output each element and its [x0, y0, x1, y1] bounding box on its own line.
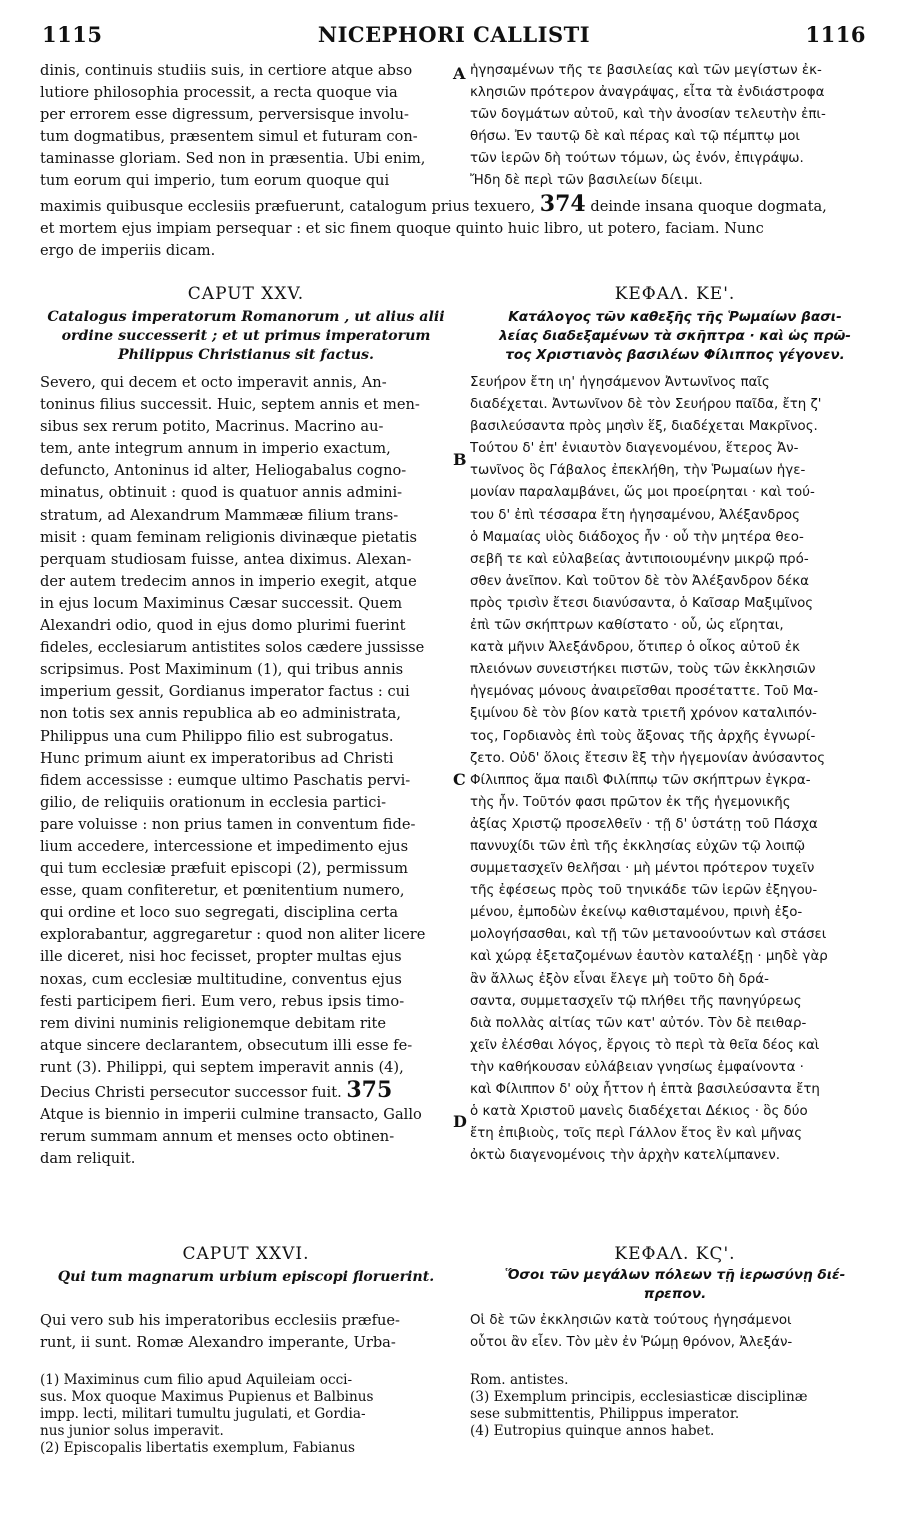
text-line: Ἤδη δὲ περὶ τῶν βασιλείων δίειμι.	[470, 173, 703, 189]
text-line	[40, 193, 880, 218]
page-marker: 374	[539, 193, 586, 217]
text-line: perquam studiosam fuisse, antea diximus. Alexan-	[40, 550, 412, 568]
text-line: minatus, obtinuit : quod is quatuor annis admini-	[40, 484, 403, 502]
text-line: gilio, de reliquiis orationum in ecclesia partici-	[40, 793, 387, 811]
text-line: atque sincere declarantem, obsecutum illi esse fe-	[40, 1036, 413, 1054]
text-line: fideles, ecclesiarum antistites solos cædere jussisse	[40, 639, 425, 657]
text-line: dinis, continuis studiis suis, in certiore atque abso	[40, 62, 413, 79]
text-line: lium accedere, intercessione et impedimento ejus	[40, 837, 409, 855]
text-line: scripsimus. Post Maximinum (1), qui tribus annis	[40, 661, 404, 679]
text-segment: maximis quibusque ecclesiis præfuerunt, catalogum prius texuero,	[40, 198, 536, 215]
text-line: Οἱ δὲ τῶν ἐκκλησιῶν κατὰ τούτους ἡγησάμενοι	[470, 1313, 792, 1328]
text-line: pare voluisse : non prius tamen in conventum fide-	[40, 815, 416, 833]
chapter-heading-latin: CAPUT XXV.	[187, 284, 305, 304]
text-line: ζετο. Οὐδ' ὅλοις ἔτεσιν ἓξ τὴν ἡγεμονίαν ἀνύσαντος	[470, 750, 826, 766]
text-line: esse, quam confiteretur, et pœnitentium numero,	[40, 882, 405, 900]
text-line: τὴν καθήκουσαν εὐλάβειαν γνησίως ἐμφαίνοντα ·	[470, 1059, 804, 1075]
text-line: Qui vero sub his imperatoribus ecclesiis præfue-	[40, 1312, 400, 1329]
text-line: tem, ante integrum annum in imperio exactum,	[40, 440, 391, 458]
text-line: Φίλιππος ἅμα παιδὶ Φιλίππῳ τῶν σκήπτρων ἐγκρα-	[470, 772, 811, 788]
text-line: stratum, ad Alexandrum Mammææ filium trans-	[40, 506, 399, 524]
text-line: non totis sex annis republica ab eo administrata,	[40, 705, 401, 723]
text-line: ἡγησαμένων τῆς τε βασιλείας καὶ τῶν μεγίστων ἐκ-	[470, 63, 822, 78]
text-line: σαντα, συμμετασχεῖν τῷ πλήθει τῆς πανηγύρεως	[470, 993, 802, 1009]
text-line: taminasse gloriam. Sed non in præsentia. Ubi enim,	[40, 150, 426, 168]
text-line: ergo de imperiis dicam.	[40, 242, 216, 260]
footnote-line: (2) Episcopalis libertatis exemplum, Fabianus	[40, 1440, 355, 1456]
text-line: festi participem fieri. Eum vero, rebus ipsis timo-	[40, 992, 405, 1010]
chapter-body-latin	[40, 372, 452, 1170]
text-line: Alexandri odio, quod in ejus domo plurimi fuerint	[40, 617, 406, 635]
footnote-line: sese submittentis, Philippus imperator.	[470, 1406, 740, 1422]
intro-latin	[40, 60, 452, 193]
text-segment: Decius Christi persecutor successor fuit.	[40, 1084, 342, 1101]
text-line: οὗτοι ἂν εἶεν. Τὸν μὲν ἐν Ῥώμῃ θρόνον, Ἀλεξάν-	[470, 1335, 793, 1351]
text-line: ἐπὶ τῶν σκήπτρων καθίστατο · οὗ, ὡς εἴρηται,	[470, 618, 784, 634]
text-line: χεῖν ἐλέσθαι λόγος, ἔργοις τὸ περὶ τὰ θεῖα δέος καὶ	[470, 1037, 820, 1053]
subtitle-line: πρεπον.	[643, 1286, 707, 1302]
text-line: καὶ χώρᾳ ἐξεταζομένων ἑαυτὸν καταλέξῃ · μηδὲ γὰρ	[470, 949, 828, 965]
text-line: ὀκτὼ διαγενομένοις τὴν ἀρχὴν κατελίμπανεν.	[470, 1148, 780, 1164]
text-line: lutiore philosophia processit, a recta quoque via	[40, 84, 398, 102]
text-line: παννυχίδι τῶν ἐπὶ τῆς ἐκκλησίας εὐχῶν τῷ λοιπῷ	[470, 838, 806, 854]
running-title: NICEPHORI CALLISTI	[317, 22, 591, 47]
chapter-heading-greek: ΚΕΦΑΛ. ΚϚ'.	[614, 1244, 736, 1264]
text-line: tum dogmatibus, præsentem simul et futuram con-	[40, 128, 418, 146]
margin-letter-d: D	[453, 1112, 467, 1131]
footnote-line: sus. Mox quoque Maximus Pupienus et Balbinus	[40, 1389, 374, 1405]
text-line: μένου, ἐμποδὼν ἐκείνῳ καθισταμένου, πρινὴ ἐξο-	[470, 905, 803, 921]
chapter-subtitle-greek	[470, 308, 880, 365]
text-line: ἡγεμόνας μόνους ἀναιρεῖσθαι προσέταττε. Τοῦ Μα-	[470, 684, 819, 700]
margin-letter-c: C	[453, 770, 466, 789]
chapter-heading-greek: ΚΕΦΑΛ. ΚΕ'.	[614, 284, 736, 304]
text-line: fidem accessisse : eumque ultimo Paschatis pervi-	[40, 771, 411, 789]
intro-greek	[470, 60, 880, 193]
text-line: ξιμίνου δὲ τὸν βίον κατὰ τριετῆ χρόνον καταλιπόν-	[470, 706, 817, 722]
subtitle-line: ordine successerit ; et ut primus imperatorum	[61, 328, 431, 344]
page-number-right: 1116	[805, 22, 866, 47]
text-line: Σευήρον ἔτη ιη' ἡγησάμενον Ἀντωνῖνος παῖς	[470, 375, 770, 390]
text-line: διὰ πολλὰς αἰτίας τῶν κατ' αὐτόν. Τὸν δὲ πειθαρ-	[470, 1015, 807, 1031]
chapter-subtitle-latin	[40, 308, 452, 365]
footnote-line: Rom. antistes.	[470, 1372, 569, 1388]
text-line: κλησιῶν πρότερον ἀναγράψας, εἶτα τὰ ἐνδιάστροφα	[470, 85, 825, 101]
subtitle-line: Catalogus imperatorum Romanorum , ut alius alii	[47, 309, 445, 325]
text-line: der autem tredecim annos in imperio exegit, atque	[40, 572, 417, 590]
text-line: Atque is biennio in imperii culmine transacto, Gallo	[40, 1106, 422, 1124]
text-line: ἀξίας Χριστῷ προσελθεῖν · τῇ δ' ὑστάτῃ τοῦ Πάσχα	[470, 816, 818, 832]
text-line: πρὸς τρισὶν ἔτεσι διανύσαντα, ὁ Καῖσαρ Μαξιμῖνος	[470, 595, 814, 611]
footnote-line: impp. lecti, militari tumultu jugulati, et Gordia-	[40, 1406, 366, 1422]
chapter-subtitle-latin	[40, 1268, 452, 1287]
text-line: qui ordine et loco suo segregati, disciplina certa	[40, 904, 399, 922]
text-line: noxas, cum ecclesiæ multitudine, conventus ejus	[40, 970, 402, 988]
footnote-line: (4) Eutropius quinque annos habet.	[470, 1423, 715, 1439]
text-line: του δ' ἐπὶ τέσσαρα ἔτη ἡγησαμένου, Ἀλέξανδρος	[470, 507, 800, 523]
text-line: ὁ κατὰ Χριστοῦ μανεὶς διαδέχεται Δέκιος · ὃς δύο	[470, 1104, 808, 1120]
chapter-body-greek	[470, 372, 880, 1167]
chapter-subtitle-greek	[470, 1266, 880, 1304]
text-line: τῶν ἱερῶν δὴ τούτων τόμων, ὡς ἐνόν, ἐπιγράψω.	[470, 151, 804, 167]
running-header	[42, 22, 866, 56]
text-line: Hunc primum aiunt ex imperatoribus ad Christi	[40, 749, 394, 767]
text-line: et mortem ejus impiam persequar : et sic finem quoque quinto huic libro, ut potero, faciam. Nunc	[40, 220, 764, 238]
text-line: κατὰ μῆνιν Ἀλεξάνδρου, ὅτιπερ ὁ οἶκος αὐτοῦ ἐκ	[470, 640, 801, 656]
text-line: imperium gessit, Gordianus imperator factus : cui	[40, 683, 410, 701]
text-segment: deinde insana quoque dogmata,	[590, 198, 827, 215]
text-line: sibus sex rerum potito, Macrinus. Macrino au-	[40, 418, 384, 436]
chapter-body-greek	[470, 1310, 880, 1354]
footnote-line: (1) Maximinus cum filio apud Aquileiam occi-	[40, 1372, 353, 1388]
text-line	[40, 1079, 452, 1104]
text-line: τῆς ἐφέσεως πρὸς τοῦ τηνικάδε τῶν ἱερῶν ἐξηγου-	[470, 883, 818, 899]
subtitle-line: Ὅσοι τῶν μεγάλων πόλεων τῇ ἱερωσύνῃ διέ-	[504, 1267, 846, 1283]
text-line: τος, Γορδιανὸς ἐπὶ τοὺς ἄξονας τῆς ἀρχῆς ἐγνωρί-	[470, 728, 816, 744]
text-line: per errorem esse digressum, perversisque involu-	[40, 106, 409, 124]
text-line: μολογήσασθαι, καὶ τῇ τῶν μετανοούντων καὶ στάσει	[470, 927, 827, 943]
text-line: explorabantur, aggregaretur : quod non aliter licere	[40, 926, 426, 944]
text-line: μονίαν παραλαμβάνει, ὥς μοι προείρηται · καὶ τού-	[470, 485, 815, 501]
text-line: πλειόνων συνειστήκει πιστῶν, τοὺς τῶν ἐκκλησιῶν	[470, 662, 816, 678]
chapter-heading-latin: CAPUT XXVI.	[182, 1244, 310, 1264]
footnotes-right	[470, 1372, 880, 1440]
text-line: rem divini numinis religionemque debitam rite	[40, 1014, 387, 1032]
text-line: Severo, qui decem et octo imperavit annis, An-	[40, 374, 387, 391]
text-line: Philippus una cum Philippo filio est subrogatus.	[40, 727, 394, 745]
text-line: Τούτου δ' ἐπ' ἐνιαυτὸν διαγενομένου, ἕτερος Ἀν-	[470, 441, 799, 457]
subtitle-line: τος Χριστιανὸς βασιλέων Φίλιππος γέγονεν.	[505, 347, 845, 363]
text-line: misit : quam feminam religionis divinæque pietatis	[40, 528, 417, 546]
subtitle-line: Κατάλογος τῶν καθεξῆς τῆς Ῥωμαίων βασι-	[508, 309, 842, 325]
text-line: toninus filius successit. Huic, septem annis et men-	[40, 396, 420, 414]
subtitle-line: λείας διαδεξαμένων τὰ σκῆπτρα · καὶ ὡς πρῶ-	[499, 328, 851, 344]
text-line: runt (3). Philippi, qui septem imperavit annis (4),	[40, 1058, 404, 1076]
margin-letter-a: A	[453, 64, 466, 83]
text-line: defuncto, Antoninus id alter, Heliogabalus cogno-	[40, 462, 407, 480]
footnote-line: (3) Exemplum principis, ecclesiasticæ disciplinæ	[470, 1389, 808, 1405]
text-line: ἂν ἄλλως ἐξὸν εἶναι ἔλεγε μὴ τοῦτο δὴ δρά-	[470, 971, 769, 987]
chapter-body-latin	[40, 1310, 452, 1354]
text-line: τωνῖνος ὃς Γάβαλος ἐπεκλήθη, τὴν Ῥωμαίων ἡγε-	[470, 463, 806, 479]
text-line: σεβῆ τε καὶ εὐλαβείας ἀντιποιουμένην μικρῷ πρό-	[470, 551, 809, 567]
text-line: tum eorum qui imperio, tum eorum quoque qui	[40, 172, 390, 190]
text-line: in ejus locum Maximinus Cæsar successit. Quem	[40, 594, 403, 612]
text-line: dam reliquit.	[40, 1150, 136, 1168]
subtitle-line: Qui tum magnarum urbium episcopi floruerint.	[57, 1269, 435, 1285]
text-line: ὁ Μαμαίας υἱὸς διάδοχος ἦν · οὗ τὴν μητέρα θεο-	[470, 529, 804, 545]
text-line: συμμετασχεῖν θελῆσαι · μὴ μέντοι πρότερον τυχεῖν	[470, 861, 815, 877]
text-line: σθεν ἀνεῖπον. Καὶ τοῦτον δὲ τὸν Ἀλέξανδρον δέκα	[470, 573, 809, 589]
text-line: rerum summam annum et menses octo obtinen-	[40, 1128, 395, 1146]
text-line: qui tum ecclesiæ præfuit episcopi (2), permissum	[40, 860, 408, 878]
footnotes-left	[40, 1372, 452, 1457]
text-line: διαδέχεται. Ἀντωνῖνον δὲ τὸν Σευήρου παῖδα, ἔτη ζ'	[470, 397, 822, 413]
text-line: καὶ Φίλιππον δ' οὐχ ἧττον ἡ ἑπτὰ βασιλεύσαντα ἔτη	[470, 1082, 820, 1097]
text-line: τὴς ἦν. Τοῦτόν φασι πρῶτον ἐκ τῆς ἡγεμονικῆς	[470, 794, 791, 810]
text-line: θήσω. Ἐν ταυτῷ δὲ καὶ πέρας καὶ τῷ πέμπτῳ μοι	[470, 129, 800, 145]
footnote-line: nus junior solus imperavit.	[40, 1423, 224, 1439]
text-line: runt, ii sunt. Romæ Alexandro imperante, Urba-	[40, 1334, 396, 1352]
subtitle-line: Philippus Christianus sit factus.	[118, 347, 374, 363]
text-line: βασιλεύσαντα πρὸς μησὶν ἕξ, διαδέχεται Μακρῖνος.	[470, 419, 818, 435]
intro-full-width	[40, 193, 880, 262]
text-line: ἔτη ἐπιβιοὺς, τοῖς περὶ Γάλλον ἔτος ἓν καὶ μῆνας	[470, 1126, 803, 1142]
margin-letter-b: B	[453, 450, 467, 469]
text-line: τῶν δογμάτων αὐτοῦ, καὶ τὴν ἀνοσίαν τελευτὴν ἐπι-	[470, 107, 826, 123]
text-line: ille diceret, nisi hoc fecisset, propter multas ejus	[40, 948, 402, 966]
page-marker: 375	[346, 1079, 393, 1103]
page-number-left: 1115	[42, 22, 103, 47]
